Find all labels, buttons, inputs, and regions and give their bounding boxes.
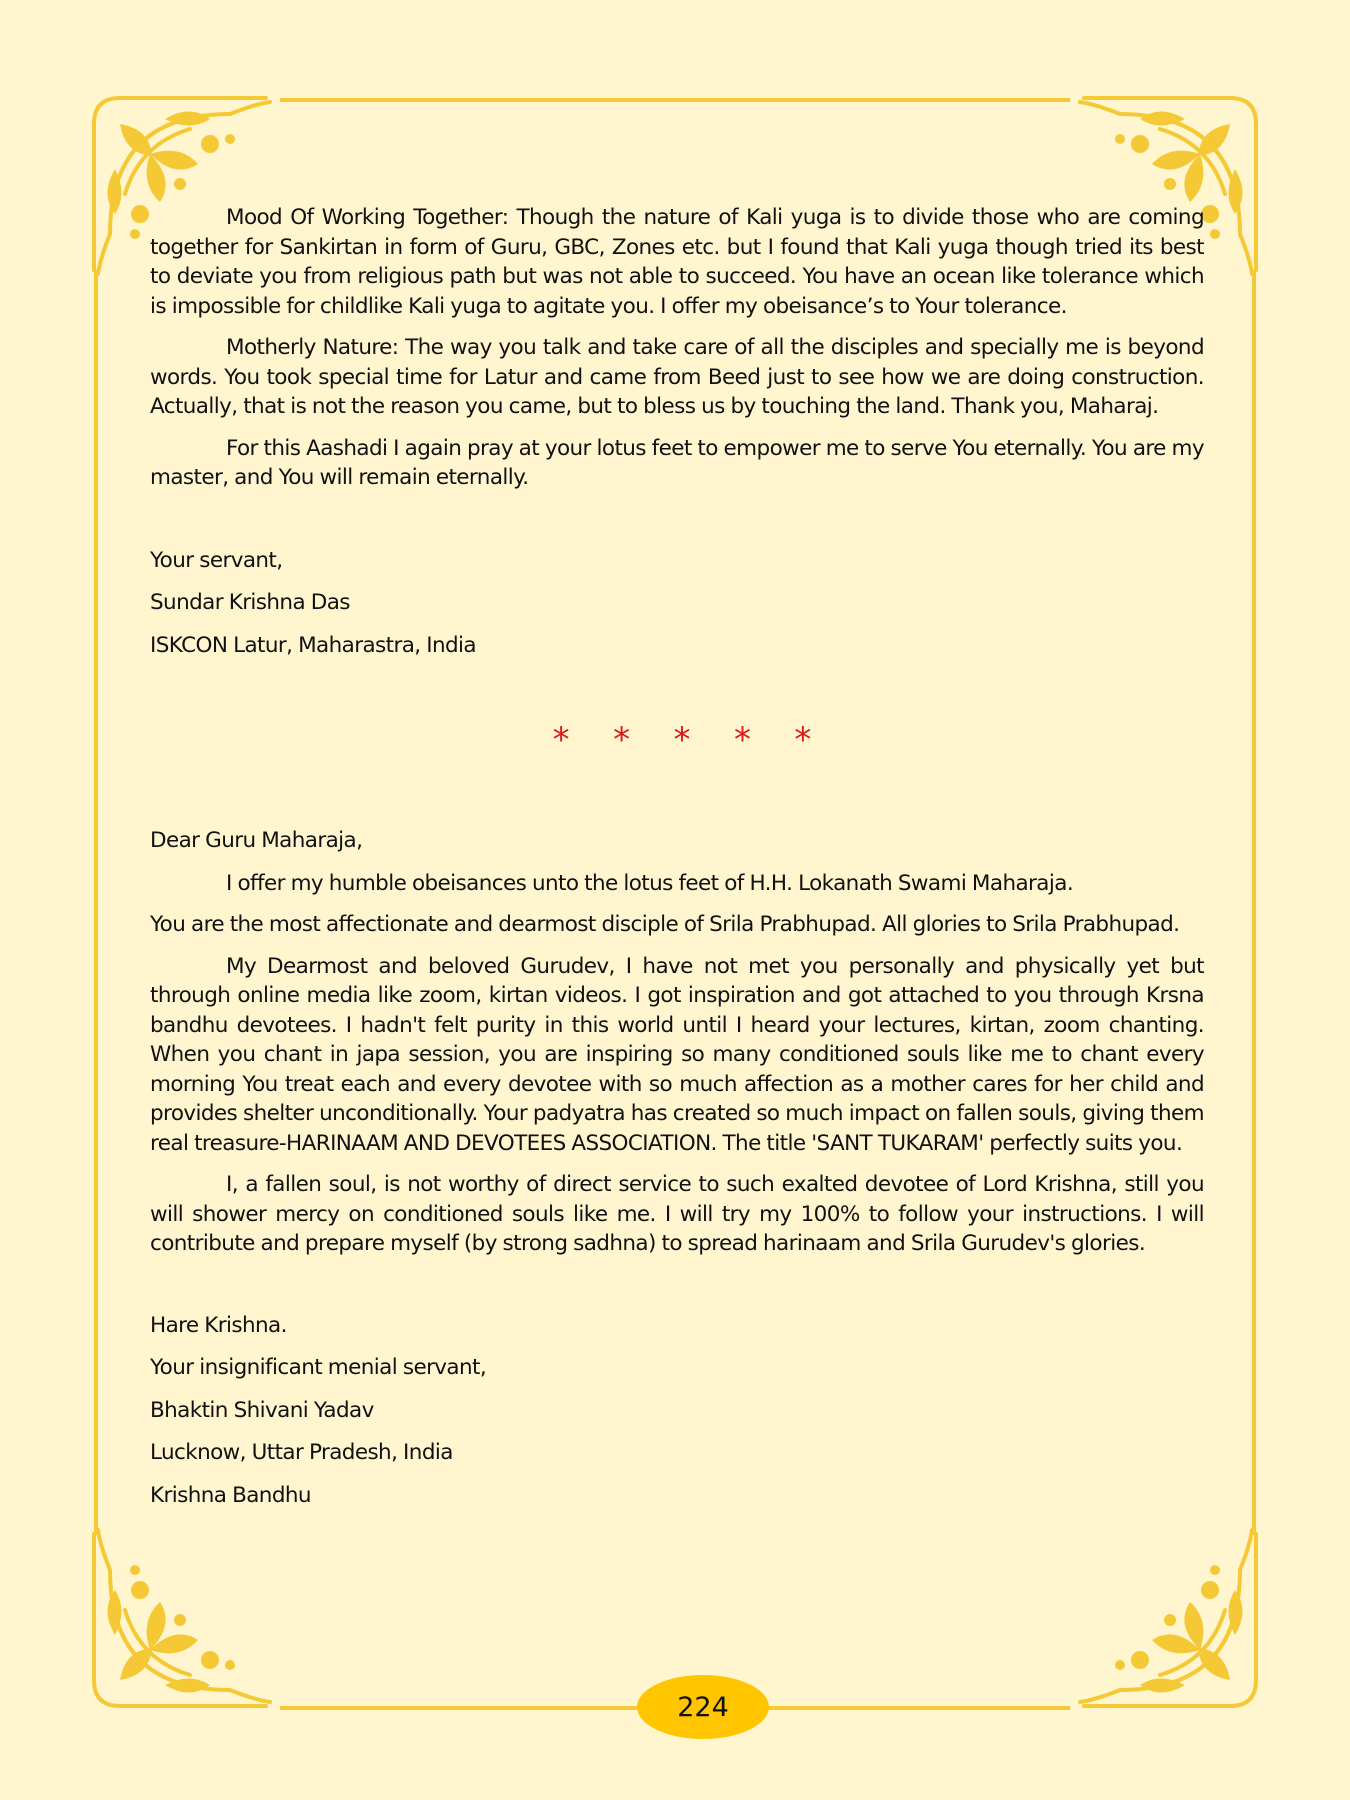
paragraph-mood-of-working-together: Mood Of Working Together: Though the nature of Kali yuga is to divide those who are coming together for Sankirtan in form of Guru, GBC, Zones etc. but I found that Kali yuga though tried its best to deviate you from religious path but was not able to succeed. You have an ocean like tolerance which is impossible for childlike Kali yuga to agitate you. I offer my obeisance’s to Your tolerance. [150, 205, 1204, 319]
paragraph-opening-obeisances: I offer my humble obeisances unto the lotus feet of H.H. Lokanath Swami Maharaja. [226, 870, 1074, 896]
letter-1 [150, 203, 1204, 660]
corner-ornament-bottom-left-icon [80, 1520, 280, 1720]
page-content [150, 203, 1204, 1523]
signature-closing: Your servant, [150, 547, 283, 573]
paragraph-beloved-gurudev: My Dearmost and beloved Gurudev, I have not met you personally and physically yet but through online media like zoom, kirtan videos. I got inspiration and got attached to you through Krsna bandhu devotees. I hadn't felt purity in this world until I heard your lectures, kirtan, zoom chanting. When you chant in japa session, you are inspiring so many conditioned souls like me to chant every morning You treat each and every devotee with so much affection as a mother cares for her child and provides shelter unconditionally. Your padyatra has created so much impact on fallen souls, giving them real treasure-HARINAAM AND DEVOTEES ASSOCIATION. The title 'SANT TUKARAM' perfectly suits you. [150, 953, 1204, 1156]
signature-location: Lucknow, Uttar Pradesh, India [150, 1440, 453, 1465]
paragraph-fallen-soul: I, a fallen soul, is not worthy of direct service to such exalted devotee of Lord Krishna, still you will shower mercy on conditioned souls like me. I will try my 100% to follow your instructions. I will contribute and prepare myself (by strong sadhna) to spread harinaam and Srila Gurudev's glories. [150, 1172, 1204, 1256]
paragraph-aashadi-prayer: For this Aashadi I again pray at your lotus feet to empower me to serve You eternally. You are my master, and You will remain eternally. [150, 435, 1204, 490]
section-separator-stars: * * * * * [550, 720, 824, 760]
paragraph-motherly-nature: Motherly Nature: The way you talk and take care of all the disciples and specially me is beyond words. You took special time for Latur and came from Beed just to see how we are doing construction. Actually, that is not the reason you came, but to bless us by touching the land. Thank you, Maharaj. [150, 335, 1204, 419]
signature-location: ISKCON Latur, Maharastra, India [150, 632, 476, 658]
frame-top-border [280, 98, 1070, 102]
page-number-badge [637, 1675, 769, 1739]
signature-closing: Your insignificant menial servant, [150, 1355, 487, 1380]
signature-name: Bhaktin Shivani Yadav [150, 1397, 374, 1423]
salutation: Dear Guru Maharaja, [150, 828, 363, 853]
signature-hare-krishna: Hare Krishna. [150, 1312, 287, 1338]
signature-group: Krishna Bandhu [150, 1482, 311, 1508]
paragraph-glories: You are the most affectionate and dearmost disciple of Srila Prabhupad. All glories to Srila Prabhupad. [150, 912, 1180, 937]
page-number: 224 [677, 1691, 729, 1723]
signature-name: Sundar Krishna Das [150, 590, 350, 615]
letter-2 [150, 826, 1204, 1510]
frame-left-border [94, 270, 98, 1535]
corner-ornament-bottom-right-icon [1070, 1520, 1270, 1720]
frame-right-border [1252, 270, 1256, 1535]
